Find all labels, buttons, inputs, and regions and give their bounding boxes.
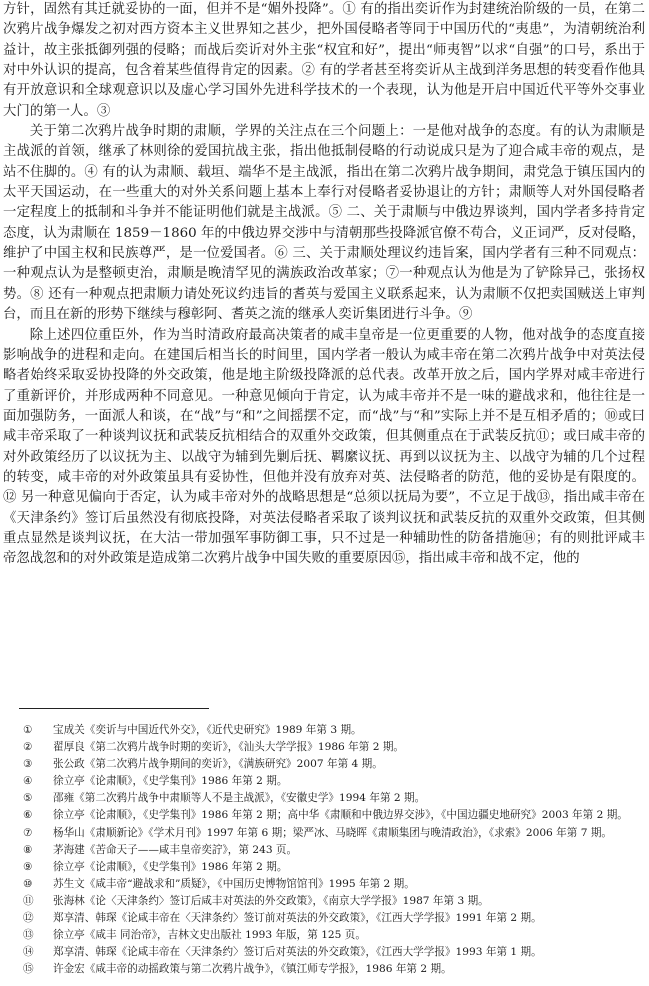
footnote xyxy=(23,876,643,893)
paragraph-xianfeng: 除上述四位重臣外，作为当时清政府最高决策者的咸丰皇帝是一位更重要的人物，他对战争的态度直接影响战争的进程和走向。在建国后相当长的时间里，国内学者一般认为咸丰帝在第二次鸦片战争中对英法侵略者始终采取妥协投降的外交政策，他是地主阶级投降派的总代表。改革开放之后，国内学界对咸丰帝进行了重新评价，并形成两种不同意见。一种意见倾向于肯定，认为咸丰帝并不是一味的避战求和，他往往是一面加强防务，一面派人和谈，在“战”与“和”之间摇摆不定，而“战”与“和”实际上并不是互相矛盾的；⑩或曰咸丰帝采取了一种谈判议抚和武装反抗相结合的双重外交政策，但其侧重点在于武装反抗⑪；或曰咸丰帝的对外政策经历了以议抚为主、以战守为辅到先剿后抚、羁縻议抚、再到以议抚为主、以战守为辅的几个过程的转变，咸丰帝的对外政策虽具有妥协性，但他并没有放弃对英、法侵略者的防范，他的妥协是有限度的。⑫ 另一种意见偏向于否定，认为咸丰帝对外的战略思想是“总须以抚局为要”，不立足于战⑬，指出咸丰帝在《天津条约》签订后虽然没有彻底投降，对英法侵略者采取了谈判议抚和武装反抗的双重外交政策，但其侧重点显然是谈判议抚，在大沽一带加强军事防御工事，只不过是一种辅助性的防备措施⑭；有的则批评咸丰帝忽战忽和的对外政策是造成第二次鸦片战争中国失败的重要原因⑮，指出咸丰帝和战不定，他的 xyxy=(3,327,645,567)
footnote xyxy=(23,893,643,910)
document-page xyxy=(3,0,645,986)
footnote xyxy=(23,825,643,842)
footnote-number: ⑩ xyxy=(23,877,33,890)
paragraph-yixin: 方针，固然有其迁就妥协的一面，但并不是“媚外投降”。① 有的指出奕䜣作为封建统治阶级的一员，在第二次鸦片战争爆发之初对西方资本主义世界知之甚少，把外国侵略者等同于中国历代的“夷患”，为清朝统治利益计，故主张抵御列强的侵略；而战后奕䜣对外主张“权宜和好”，提出“师夷智”以求“自强”的口号，系出于对中外认识的提高，包含着某些值得肯定的因素。② 有的学者甚至将奕䜣从主战到洋务思想的转变看作他具有开放意识和全球观意识以及虚心学习国外先进科学技术的一个表现，认为他是开启中国近代平等外交事业大门的第一人。③ xyxy=(3,2,645,119)
footnote-number: ⑮ xyxy=(23,963,34,976)
footnote-number: ① xyxy=(23,724,33,736)
footnote-number: ⑦ xyxy=(23,826,33,839)
footnote-text: 张公政《第二次鸦片战争期间的奕䜣》，《满族研究》2007 年第 4 期。 xyxy=(53,758,383,771)
footnote-text: 郑享清、韩琛《论咸丰帝在〈天津条约〉签订后对英法的外交政策》，《江西大学学报》1993 年第 1 期。 xyxy=(53,946,542,959)
footnote xyxy=(23,722,643,739)
footnote xyxy=(23,927,643,944)
footnote-text: 宝成关《奕䜣与中国近代外交》，《近代史研究》1989 年第 3 期。 xyxy=(53,724,362,736)
footnote-text: 徐立亭《论肃顺》，《史学集刊》1986 年第 2 期；高中华《肃顺和中俄边界交涉》，《中国边疆史地研究》2003 年第 2 期。 xyxy=(53,809,628,822)
footnote xyxy=(23,790,643,807)
footnote-text: 苏生文《咸丰帝“避战求和”质疑》，《中国历史博物馆馆刊》1995 年第 2 期。 xyxy=(53,877,415,890)
footnote-text: 茅海建《苦命天子——咸丰皇帝奕詝》，第 243 页。 xyxy=(53,843,298,856)
footnote-text: 郑享清、韩琛《论咸丰帝在〈天津条约〉签订前对英法的外交政策》，《江西大学学报》1991 年第 2 期。 xyxy=(53,912,542,925)
footnote xyxy=(23,756,643,773)
footnote xyxy=(23,944,643,961)
footnote-text: 张海林《论〈天津条约〉签订后咸丰对英法的外交政策》，《南京大学学报》1987 年第 3 期。 xyxy=(53,894,489,907)
footnote xyxy=(23,739,643,756)
footnote-divider xyxy=(19,708,209,709)
paragraph-sushun: 关于第二次鸦片战争时期的肃顺，学界的关注点在三个问题上：一是他对战争的态度。有的认为肃顺是主战派的首领，继承了林则徐的爱国抗战主张，指出他抵制侵略的行动说成只是为了迎合咸丰帝的观点，是站不住脚的。④ 有的认为肃顺、载垣、端华不是主战派，指出在第二次鸦片战争期间，肃党急于镇压国内的太平天国运动，在一些重大的对外关系问题上基本上奉行对侵略者妥协退让的方针；肃顺等人对外国侵略者一定程度上的抵制和斗争并不能证明他们就是主战派。⑤ 二、关于肃顺与中俄边界谈判，国内学者多持肯定态度，认为肃顺在 1859－1860 年的中俄边界交涉中与清朝那些投降派官僚不苟合，义正词严，反对侵略，维护了中国主权和民族尊严，是一位爱国者。⑥ 三、关于肃顺处理议约违旨案，国内学者有三种不同观点：一种观点认为是整顿吏治，肃顺是晚清罕见的满族政治改革家；⑦一种观点认为他是为了铲除异己，张扬权势。⑧ 还有一种观点把肃顺力请处死议约违旨的耆英与爱国主义联系起来，认为肃顺不仅把卖国贼送上审判台，而且在新的形势下继续与穆彰阿、耆英之流的继承人奕䜣集团进行斗争。⑨ xyxy=(3,124,645,323)
footnote-number: ⑧ xyxy=(23,843,33,856)
footnote-number: ⑬ xyxy=(23,929,34,942)
footnote-number: ⑥ xyxy=(23,809,33,822)
footnote-number: ④ xyxy=(23,775,33,788)
footnote-text: 徐立亭《论肃顺》，《史学集刊》1986 年第 2 期。 xyxy=(53,775,288,788)
footnote-text: 杨华山《肃顺新论》《学术月刊》1997 年第 6 期；梁严冰、马晓晖《肃顺集团与晚清政治》，《求索》2006 年第 7 期。 xyxy=(53,826,613,839)
footnote-text: 许金宏《咸丰帝的动摇政策与第二次鸦片战争》，《镇江师专学报》，1986 年第 2 期。 xyxy=(53,963,452,976)
footnote xyxy=(23,961,643,978)
footnote-text: 邵雍《第二次鸦片战争中肃顺等人不是主战派》，《安徽史学》1994 年第 2 期。 xyxy=(53,792,426,805)
footnotes xyxy=(23,722,643,978)
footnote-number: ⑭ xyxy=(23,946,34,959)
main-body xyxy=(3,0,645,570)
footnote xyxy=(23,773,643,790)
footnote-number: ⑤ xyxy=(23,792,33,805)
footnote-text: 翟厚良《第二次鸦片战争时期的奕䜣》，《汕头大学学报》1986 年第 2 期。 xyxy=(53,741,405,754)
footnote-text: 徐立亭《论肃顺》，《史学集刊》1986 年第 2 期。 xyxy=(53,860,288,873)
footnote xyxy=(23,910,643,927)
footnote xyxy=(23,859,643,876)
footnote-number: ⑫ xyxy=(23,912,34,925)
footnote-number: ⑪ xyxy=(23,894,34,907)
footnote-text: 徐立亭《咸丰 同治帝》，吉林文史出版社 1993 年版，第 125 页。 xyxy=(53,929,366,942)
footnote xyxy=(23,842,643,859)
footnote-number: ⑨ xyxy=(23,860,33,873)
footnote-number: ③ xyxy=(23,758,33,771)
footnote xyxy=(23,807,643,824)
footnote-number: ② xyxy=(23,741,33,754)
